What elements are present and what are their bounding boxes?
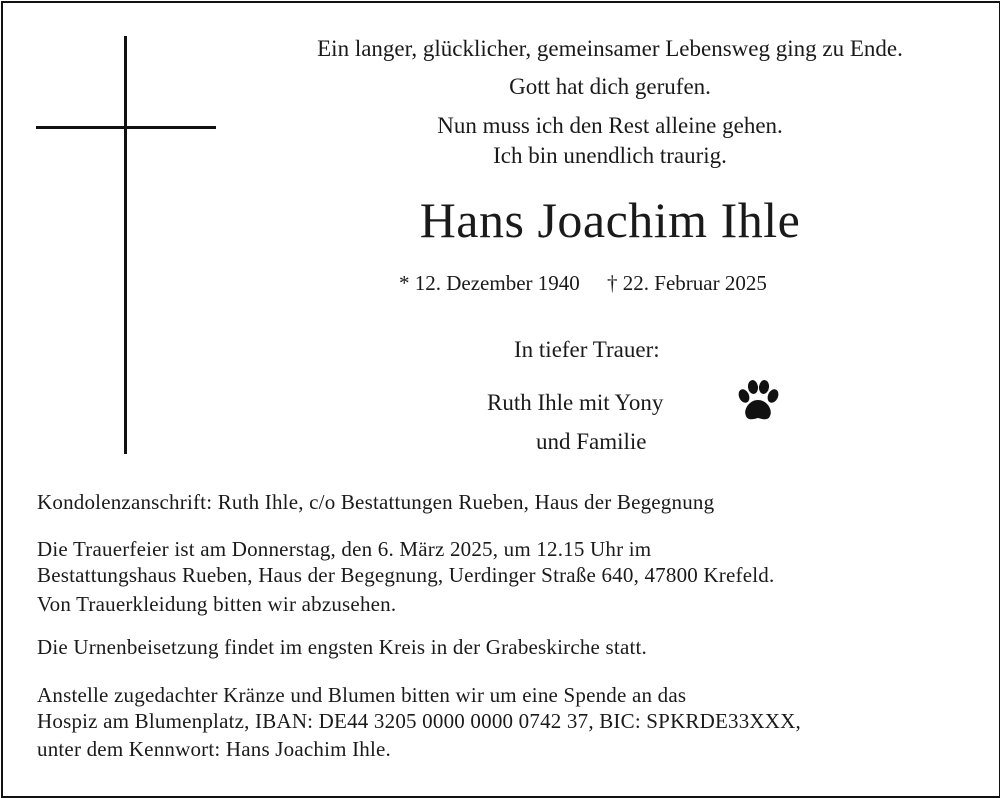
donation-line-3: unter dem Kennwort: Hans Joachim Ihle. bbox=[37, 737, 392, 761]
mourner-line-2: und Familie bbox=[536, 429, 647, 454]
service-line-1: Die Trauerfeier ist am Donnerstag, den 6. März 2025, um 12.15 Uhr im bbox=[37, 537, 652, 561]
cross-vertical-bar bbox=[124, 36, 127, 454]
burial-notice: Die Urnenbeisetzung findet im engsten Kreis in der Grabeskirche statt. bbox=[37, 635, 647, 659]
donation-line-2: Hospiz am Blumenplatz, IBAN: DE44 3205 0000 0000 0742 37, BIC: SPKRDE33XXX, bbox=[37, 709, 801, 733]
cross-horizontal-bar bbox=[36, 126, 216, 129]
verse-line-2: Gott hat dich gerufen. bbox=[509, 74, 711, 99]
deceased-name: Hans Joachim Ihle bbox=[419, 192, 801, 248]
paw-print-icon bbox=[734, 378, 782, 426]
service-line-3: Von Trauerkleidung bitten wir abzusehen. bbox=[37, 592, 397, 616]
mourning-heading: In tiefer Trauer: bbox=[514, 337, 660, 362]
death-date: † 22. Februar 2025 bbox=[607, 271, 767, 295]
donation-line-1: Anstelle zugedachter Kränze und Blumen bitten wir um eine Spende an das bbox=[37, 683, 687, 707]
verse-line-4: Ich bin unendlich traurig. bbox=[493, 143, 727, 168]
condolence-address: Kondolenzanschrift: Ruth Ihle, c/o Bestattungen Rueben, Haus der Begegnung bbox=[37, 490, 715, 514]
life-dates bbox=[399, 269, 767, 297]
verse-line-3: Nun muss ich den Rest alleine gehen. bbox=[437, 113, 783, 138]
mourner-line-1: Ruth Ihle mit Yony bbox=[487, 390, 664, 415]
birth-date: * 12. Dezember 1940 bbox=[399, 271, 580, 295]
verse-line-1: Ein langer, glücklicher, gemeinsamer Lebensweg ging zu Ende. bbox=[317, 36, 903, 61]
service-line-2: Bestattungshaus Rueben, Haus der Begegnung, Uerdinger Straße 640, 47800 Krefeld. bbox=[37, 563, 775, 587]
